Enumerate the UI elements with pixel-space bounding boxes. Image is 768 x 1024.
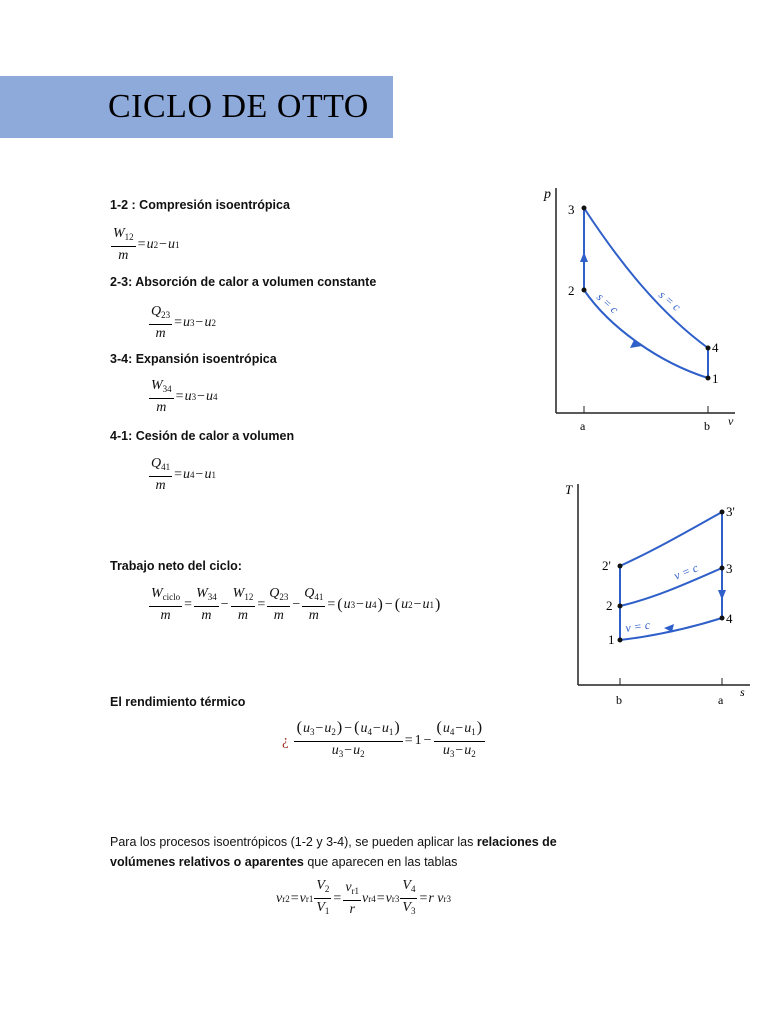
pv-diagram [530, 178, 742, 440]
pv-point-3: 3 [568, 202, 575, 217]
paragraph-text: Para los procesos isoentrópicos (1-2 y 3-4), se pueden aplicar las [110, 835, 477, 849]
ts-point-1: 1 [608, 632, 615, 647]
step-3-4-heading: 3-4: Expansión isoentrópica [110, 352, 277, 366]
equation-w34: $\frac{W_{34}}{m}$ = u 3 − u 4 [151, 378, 218, 415]
pv-process-3-4 [584, 208, 708, 348]
net-work-heading: Trabajo neto del ciclo: [110, 559, 242, 573]
isentropic-paragraph [110, 832, 610, 872]
step-4-1-heading: 4-1: Cesión de calor a volumen [110, 429, 295, 443]
step-2-3-heading: 2-3: Absorción de calor a volumen constante [110, 275, 377, 289]
paragraph-bold-text: relaciones de volúmenes relativos o aparentes [110, 835, 557, 869]
ts-point-3: 3 [726, 561, 733, 576]
equation-net-work: $\frac{W_{ciclo}}{m}$ = $\frac{W_{34}}{m}$ − $\frac{W_{12}}{m}$ = $\frac{Q_{23}}{m}$ − $\frac{Q_{41}}{m}$ = ( u 3 − u 4 ) − ( u 2 − u 1 ) [151, 586, 441, 623]
pv-arrow-up [580, 252, 588, 262]
ts-curve-label-upper: v = c [671, 560, 701, 583]
equation-efficiency: ¿ $\frac{(u_3-u_2) - (u_4-u_1)}{u_3-u_2}$ = 1 − $\frac{(u_4-u_1)}{u_3-u_2}$ [282, 720, 486, 762]
equation-q23: $\frac{Q_{23}}{m}$ = u 3 − u 2 [151, 304, 216, 341]
ts-axis-t: T [565, 482, 573, 497]
title-banner [0, 76, 393, 138]
pv-point-1: 1 [712, 371, 719, 386]
pv-curve-label-upper: s = c [656, 287, 684, 314]
paragraph-text-end: que aparecen en las tablas [303, 855, 458, 869]
efficiency-heading: El rendimiento térmico [110, 695, 246, 709]
equation-w12: $\frac{W_{12}}{m}$ = u 2 − u 1 [113, 226, 180, 263]
ts-point-4: 4 [726, 611, 733, 626]
ts-axis-s: s [740, 685, 745, 699]
ts-diagram [560, 478, 756, 710]
pv-axis-p: p [544, 187, 551, 202]
pv-axis-v: v [728, 414, 734, 428]
pv-point-4: 4 [712, 340, 719, 355]
ts-point-2prime: 2' [602, 558, 611, 573]
ts-curve-2-3 [620, 568, 722, 606]
equation-relative-volumes: v r2 = v r1 $\frac{V_2}{V_1}$ = $\frac{v_{r1}}{r}$ v r4 = v r3 $\frac{V_4}{V_3}$ = r v r3 [276, 878, 452, 917]
ts-tick-b: b [616, 693, 622, 707]
pv-curve-label-lower: s = c [593, 289, 622, 317]
ts-curve-2p-3p [620, 512, 722, 566]
ts-tick-a: a [718, 693, 724, 707]
ts-arrow-down [718, 590, 726, 600]
page-title: CICLO DE OTTO [108, 88, 369, 125]
pv-point-2: 2 [568, 283, 575, 298]
step-1-2-heading: 1-2 : Compresión isoentrópica [110, 198, 290, 212]
ts-point-3prime: 3' [726, 504, 735, 519]
pv-tick-b: b [704, 419, 710, 433]
equation-q41: $\frac{Q_{41}}{m}$ = u 4 − u 1 [151, 456, 216, 493]
pv-tick-a: a [580, 419, 586, 433]
ts-point-2: 2 [606, 598, 613, 613]
ts-curve-label-lower: v = c [624, 617, 651, 635]
